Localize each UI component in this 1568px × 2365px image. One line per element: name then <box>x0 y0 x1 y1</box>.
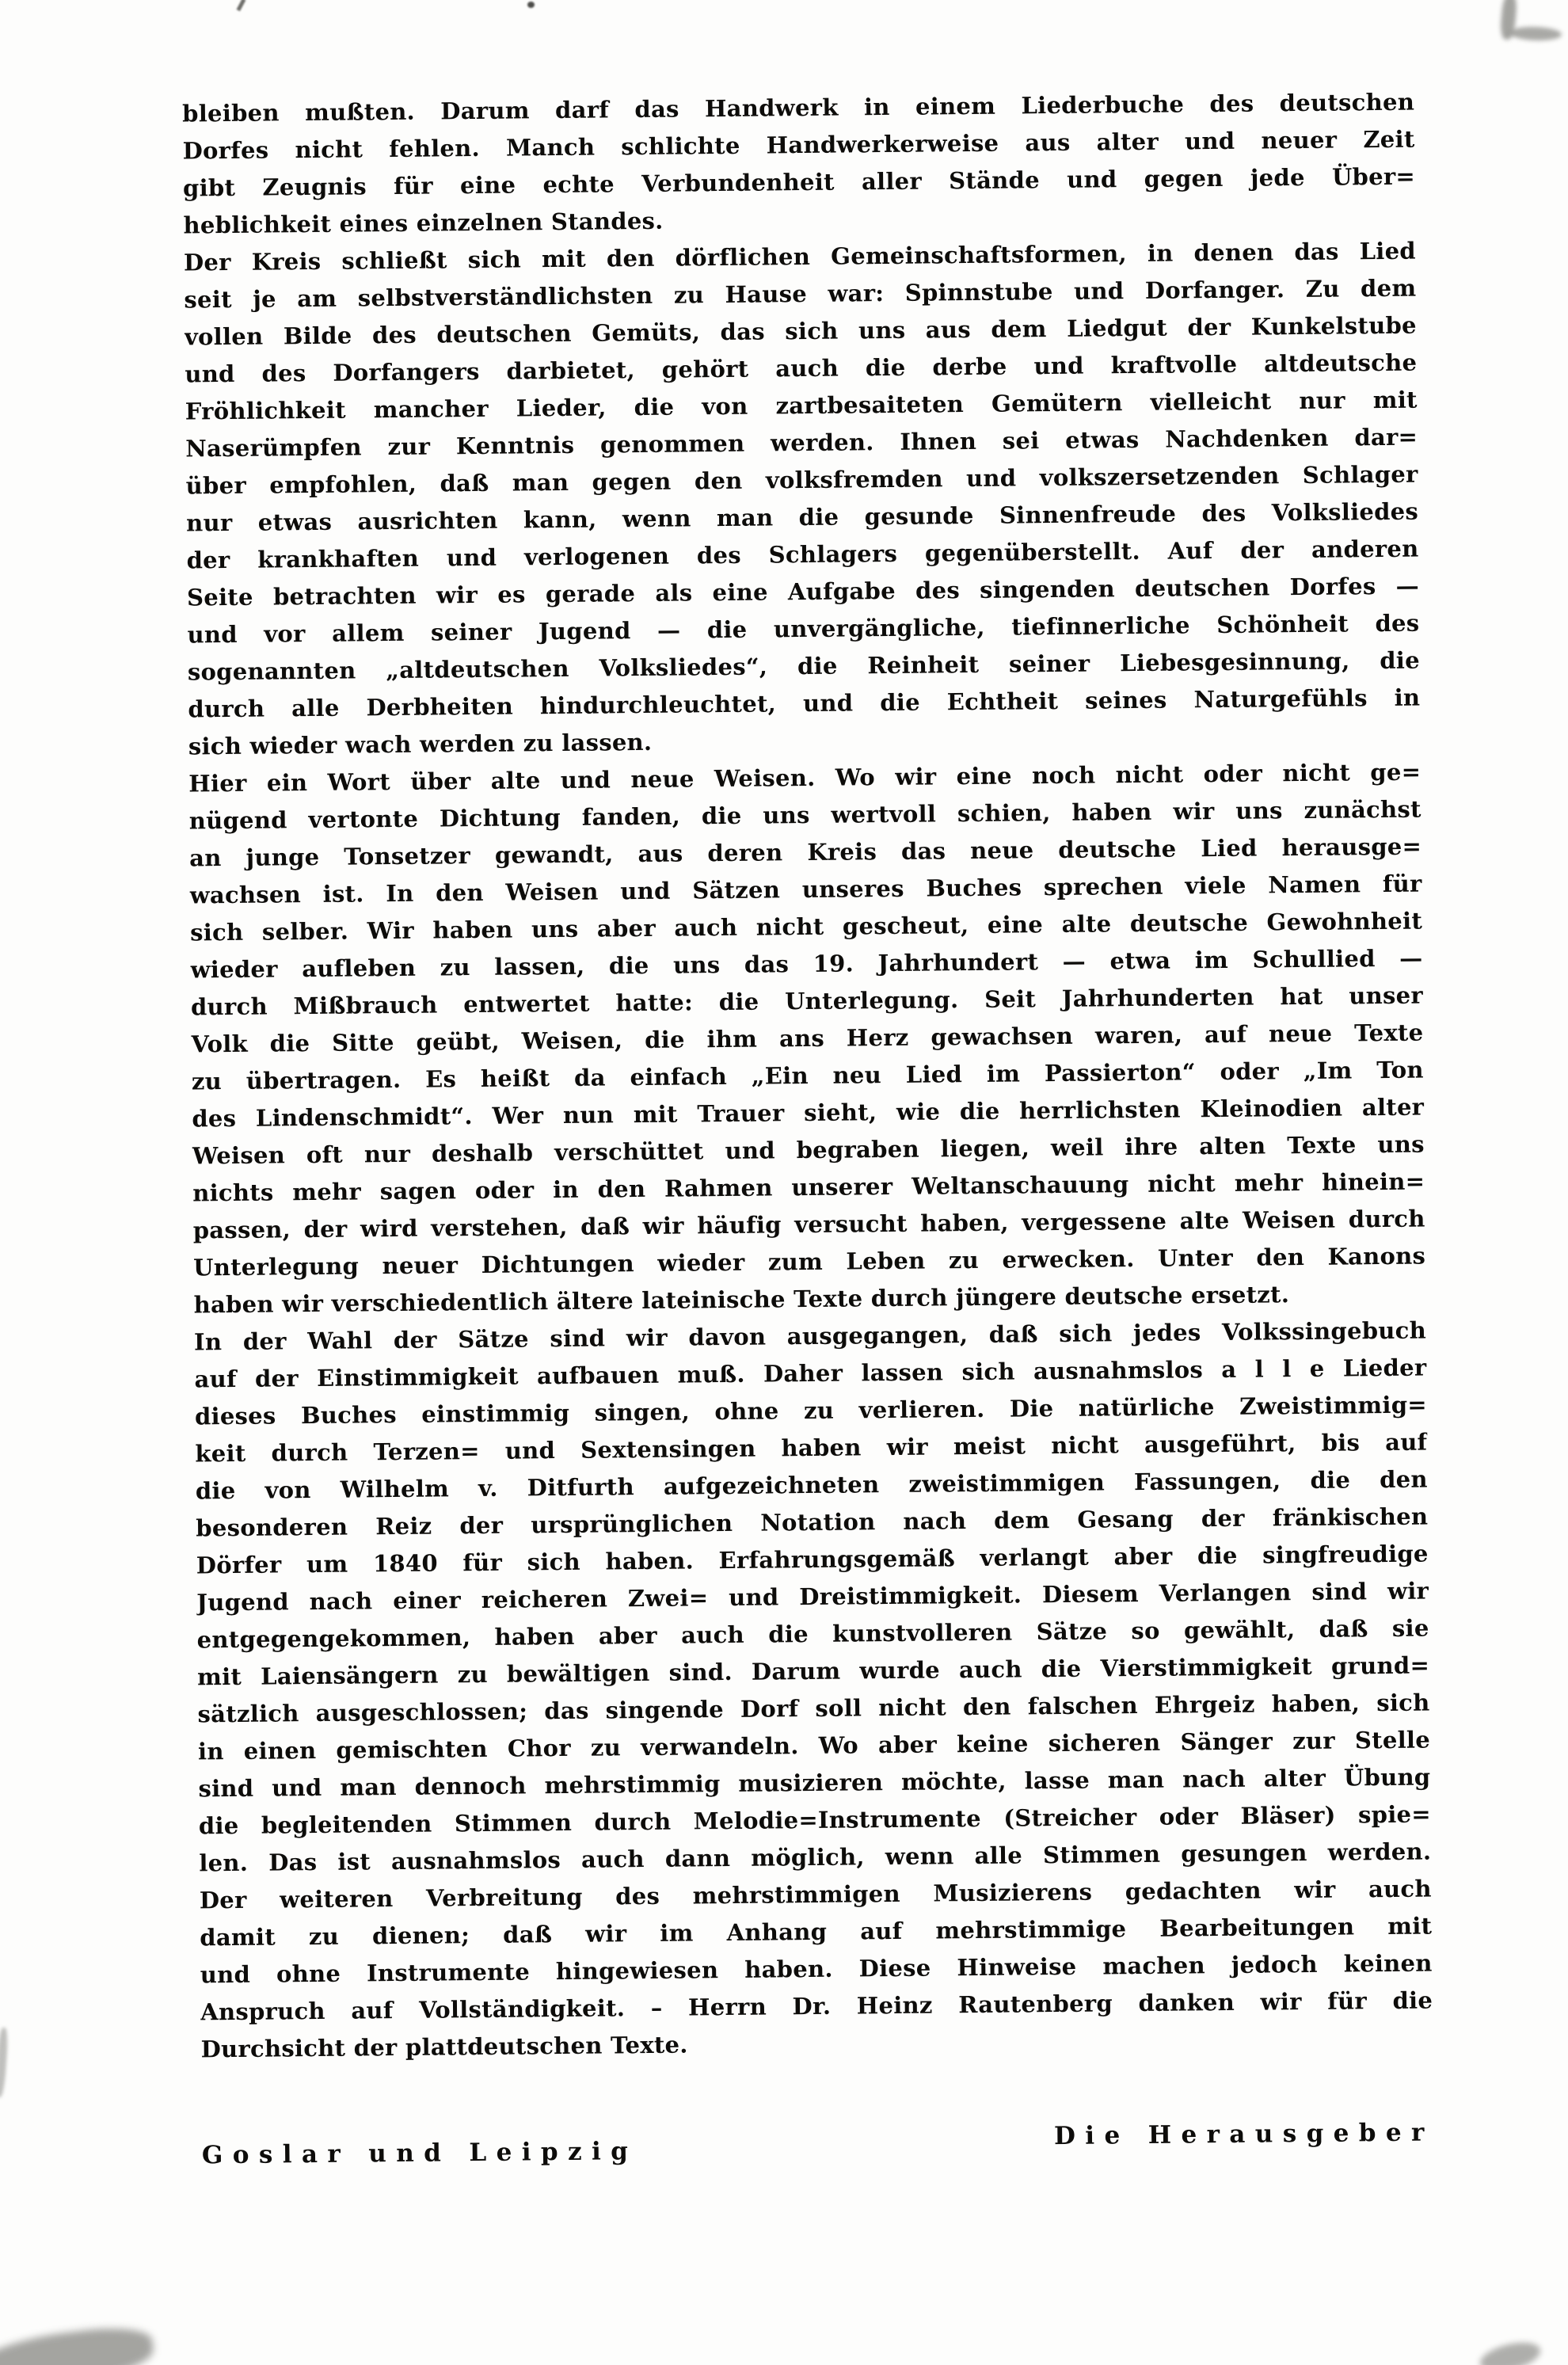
footer-editors-line: Die Herausgeber <box>1053 2118 1434 2151</box>
text-line: sich wieder wach werden zu lassen. <box>188 728 653 760</box>
text-line: auf der Einstimmigkeit aufbauen muß. Daher lassen sich ausnahmslos a l l e Lieder <box>194 1354 1427 1393</box>
scan-smudge-top-right-foot <box>1509 26 1562 41</box>
text-line: passen, der wird verstehen, daß wir häufig versucht haben, vergessene alte Weisen durch <box>192 1205 1425 1244</box>
footer <box>201 2118 1434 2170</box>
text-line: die begleitenden Stimmen durch Melodie=Instrumente (Streicher oder Bläser) spie= <box>198 1800 1432 1840</box>
scan-speck-top <box>527 2 535 8</box>
text-line: Der weiteren Verbreitung des mehrstimmigen Musizierens gedachten wir auch <box>199 1875 1432 1914</box>
text-line: Volk die Sitte geübt, Weisen, die ihm ans Herz gewachsen waren, auf neue Texte <box>191 1019 1424 1058</box>
text-line: In der Wahl der Sätze sind wir davon ausgegangen, daß sich jedes Volkssingebuch <box>193 1316 1427 1356</box>
text-line: die von Wilhelm v. Ditfurth aufgezeichneten zweistimmigen Fassungen, die den <box>195 1465 1428 1505</box>
text-line: Dörfer um 1840 für sich haben. Erfahrungsgemäß verlangt aber die singfreudige <box>196 1540 1429 1579</box>
text-line: sich selber. Wir haben uns aber auch nicht gescheut, eine alte deutsche Gewohnheit <box>189 907 1423 946</box>
text-line: zu übertragen. Es heißt da einfach „Ein neu Lied im Passierton“ oder „Im Ton <box>191 1056 1425 1095</box>
text-line: und ohne Instrumente hingewiesen haben. Diese Hinweise machen jedoch keinen <box>200 1949 1433 1989</box>
text-line: Anspruch auf Vollständigkeit. – Herrn Dr. Heinz Rautenberg danken wir für die <box>200 1986 1433 2026</box>
text-line: damit zu dienen; daß wir im Anhang auf mehrstimmige Bearbeitungen mit <box>200 1912 1433 1952</box>
scan-smudge-bottom-right <box>1477 2337 1543 2365</box>
text-line: gibt Zeugnis für eine echte Verbundenheit aller Stände und gegen jede Über= <box>182 162 1416 202</box>
scan-smudge-left-edge <box>0 2028 9 2098</box>
text-line: sind und man dennoch mehrstimmig musizieren möchte, lasse man nach alter Übung <box>198 1763 1431 1803</box>
text-line: Dorfes nicht fehlen. Manch schlichte Handwerkerweise aus alter und neuer Zeit <box>182 125 1415 165</box>
text-line: len. Das ist ausnahmslos auch dann möglich, wenn alle Stimmen gesungen werden. <box>199 1838 1432 1877</box>
text-line: heblichkeit eines einzelnen Standes. <box>183 207 664 239</box>
paragraph <box>182 84 1416 245</box>
text-line: durch Mißbrauch entwertet hatte: die Unterlegung. Seit Jahrhunderten hat unser <box>190 981 1424 1021</box>
text-line: mit Laiensängern zu bewältigen sind. Darum wurde auch die Vierstimmigkeit grund= <box>196 1651 1430 1691</box>
paragraph <box>194 1312 1433 2069</box>
text-line: nur etwas ausrichten kann, wenn man die gesunde Sinnenfreude des Volksliedes <box>185 497 1419 537</box>
text-line: Unterlegung neuer Dichtungen wieder zum Leben zu erwecken. Unter den Kanons <box>193 1242 1426 1282</box>
text-line: in einen gemischten Chor zu verwandeln. Wo aber keine sicheren Sänger zur Stelle <box>197 1726 1431 1765</box>
text-line: Jugend nach einer reicheren Zwei= und Dreistimmigkeit. Diesem Verlangen sind wir <box>196 1577 1429 1617</box>
text-line: wachsen ist. In den Weisen und Sätzen unseres Buches sprechen viele Namen für <box>189 870 1422 909</box>
text-line: sogenannten „altdeutschen Volksliedes“, die Reinheit seiner Liebesgesinnung, die <box>187 646 1421 686</box>
text-line: über empfohlen, daß man gegen den volksfremden und volkszersetzenden Schlager <box>185 460 1418 500</box>
scan-tick-top-left <box>237 0 246 11</box>
text-line: bleiben mußten. Darum darf das Handwerk in einem Liederbuche des deutschen <box>182 88 1415 128</box>
text-line: sätzlich ausgeschlossen; das singende Dorf soll nicht den falschen Ehrgeiz haben, sich <box>197 1689 1430 1728</box>
text-line: und des Dorfangers darbietet, gehört auch die derbe und kraftvolle altdeutsche <box>185 348 1418 388</box>
text-line: der krankhaften und verlogenen des Schlagers gegenüberstellt. Auf der anderen <box>186 535 1419 574</box>
text-line: Fröhlichkeit mancher Lieder, die von zartbesaiteten Gemütern vielleicht nur mit <box>185 386 1418 425</box>
text-line: Seite betrachten wir es gerade als eine Aufgabe des singenden deutschen Dorfes — <box>186 572 1420 611</box>
footer-place-line: Goslar und Leipzig <box>201 2137 638 2170</box>
text-line: Naserümpfen zur Kenntnis genommen werden. Ihnen sei etwas Nachdenken dar= <box>185 423 1418 463</box>
text-line: Hier ein Wort über alte und neue Weisen. Wo wir eine noch nicht oder nicht ge= <box>188 758 1421 798</box>
text-line: Weisen oft nur deshalb verschüttet und begraben liegen, weil ihre alten Texte uns <box>192 1130 1425 1170</box>
text-line: seit je am selbstverständlichsten zu Hause war: Spinnstube und Dorfanger. Zu dem <box>184 274 1417 314</box>
paragraph <box>184 233 1421 766</box>
text-line: Der Kreis schließt sich mit den dörflichen Gemeinschaftsformen, in denen das Lied <box>183 237 1417 276</box>
text-line: an junge Tonsetzer gewandt, aus deren Kreis das neue deutsche Lied herausge= <box>189 832 1422 872</box>
text-line: entgegengekommen, haben aber auch die kunstvolleren Sätze so gewählt, daß sie <box>196 1614 1429 1654</box>
text-line: des Lindenschmidt“. Wer nun mit Trauer sieht, wie die herrlichsten Kleinodien alter <box>192 1093 1425 1133</box>
text-line: besonderen Reiz der ursprünglichen Notation nach dem Gesang der fränkischen <box>196 1502 1429 1542</box>
text-line: durch alle Derbheiten hindurchleuchtet, und die Echtheit seines Naturgefühls in <box>188 684 1421 723</box>
text-line: keit durch Terzen= und Sextensingen haben wir meist nicht ausgeführt, bis auf <box>195 1428 1428 1468</box>
text-line: nügend vertonte Dichtung fanden, die uns wertvoll schien, haben wir uns zunächst <box>188 795 1421 835</box>
body-text <box>182 84 1433 2069</box>
text-line: dieses Buches einstimmig singen, ohne zu verlieren. Die natürliche Zweistimmig= <box>194 1391 1428 1430</box>
text-line: vollen Bilde des deutschen Gemüts, das sich uns aus dem Liedgut der Kunkelstube <box>184 311 1417 351</box>
text-line: nichts mehr sagen oder in den Rahmen unserer Weltanschauung nicht mehr hinein= <box>192 1167 1425 1207</box>
text-block <box>182 84 1434 2170</box>
paragraph <box>188 754 1426 1324</box>
scan-smudge-bottom-left <box>0 2322 156 2365</box>
text-line: wieder aufleben zu lassen, die uns das 19. Jahrhundert — etwa im Schullied — <box>190 944 1423 984</box>
text-line: Durchsicht der plattdeutschen Texte. <box>200 2031 688 2063</box>
text-line: und vor allem seiner Jugend — die unvergängliche, tiefinnerliche Schönheit des <box>187 609 1420 649</box>
text-line: haben wir verschiedentlich ältere lateinische Texte durch jüngere deutsche ersetzt. <box>193 1281 1290 1319</box>
